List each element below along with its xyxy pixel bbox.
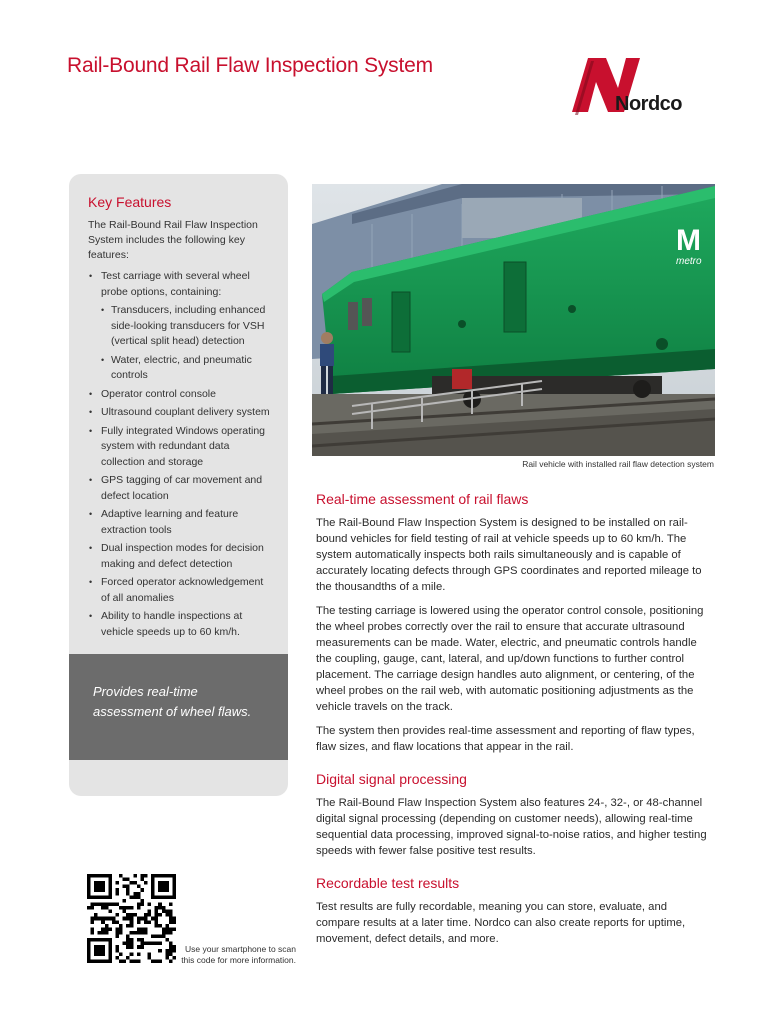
feature-text: Test carriage with several wheel probe options, containing: bbox=[101, 270, 250, 298]
section-heading: Digital signal processing bbox=[316, 771, 467, 787]
logo-wordmark: Nordco bbox=[615, 93, 682, 115]
list-item: • Water, electric, and pneumatic controls bbox=[101, 353, 270, 384]
key-features-panel bbox=[69, 174, 288, 796]
key-features-heading: Key Features bbox=[88, 194, 172, 210]
main-content bbox=[316, 491, 708, 955]
paragraph: The Rail-Bound Flaw Inspection System also features 24-, 32-, or 48-channel digital signal processing (depending on customer needs), allowing real-time sequential data processing, improved signal-to-noise ratios, and higher testing speeds with fewer false positive test results. bbox=[316, 797, 707, 857]
list-item: • Ability to handle inspections at vehicle speeds up to 60 km/h. bbox=[88, 609, 270, 640]
feature-list bbox=[88, 269, 270, 640]
section-heading: Recordable test results bbox=[316, 875, 460, 891]
section-results bbox=[316, 875, 708, 947]
list-item: • Fully integrated Windows operating system with redundant data collection and storage bbox=[88, 424, 270, 471]
key-features-intro: The Rail-Bound Rail Flaw Inspection System includes the following key features: bbox=[88, 219, 258, 261]
list-item: • Adaptive learning and feature extraction tools bbox=[88, 507, 270, 538]
callout-text: Provides real-time assessment of wheel flaws. bbox=[93, 684, 252, 719]
callout-box bbox=[69, 654, 288, 760]
sub-feature-list bbox=[101, 303, 270, 384]
section-heading: Real-time assessment of rail flaws bbox=[316, 491, 529, 507]
paragraph: The testing carriage is lowered using the operator control console, positioning the wheel probes correctly over the rail to ensure that accurate ultrasound measurements can be made. Water, electric, and pneumatic controls handle the coupling, gauge, cant, lateral, and up/down functions to further control placement. The carriage design handles auto alignment, or centering, of the wheel probes on the rail web, with automatic positioning adjustments as the vehicle travels on the track. bbox=[316, 605, 704, 713]
list-item: • Transducers, including enhanced side-looking transducers for VSH (vertical split head) detection bbox=[101, 303, 270, 350]
page-title: Rail-Bound Rail Flaw Inspection System bbox=[67, 54, 433, 77]
paragraph: The system then provides real-time assessment and reporting of flaw types, flaw sizes, and flaw locations that appear in the rail. bbox=[316, 725, 695, 753]
photo-caption: Rail vehicle with installed rail flaw detection system bbox=[522, 459, 714, 469]
rail-vehicle-illustration bbox=[312, 184, 715, 456]
list-item: • GPS tagging of car movement and defect location bbox=[88, 473, 270, 504]
qr-instructions: Use your smartphone to scan this code for more information. bbox=[181, 944, 296, 965]
qr-code[interactable] bbox=[87, 874, 176, 963]
list-item: • Ultrasound couplant delivery system bbox=[88, 405, 270, 421]
list-item: • Forced operator acknowledgement of all anomalies bbox=[88, 575, 270, 606]
list-item bbox=[88, 269, 270, 384]
vehicle-badge: M bbox=[676, 224, 701, 257]
paragraph: Test results are fully recordable, meaning you can store, evaluate, and compare results at a later time. Nordco can also create reports for uptime, movement, defect details, and more. bbox=[316, 901, 686, 945]
vehicle-badge-sub: metro bbox=[676, 256, 702, 267]
paragraph: The Rail-Bound Flaw Inspection System is designed to be installed on rail-bound vehicles for field testing of rail at vehicle speeds up to 60 km/h. The system automatically inspects both rails simultaneously and is capable of accurately locating defects through GPS coordinates and reported mileage to the thousandths of a mile. bbox=[316, 517, 702, 593]
section-realtime bbox=[316, 491, 708, 755]
list-item: • Operator control console bbox=[88, 387, 270, 403]
section-dsp bbox=[316, 771, 708, 859]
list-item: • Dual inspection modes for decision making and defect detection bbox=[88, 541, 270, 572]
rail-vehicle-photo bbox=[312, 184, 715, 456]
